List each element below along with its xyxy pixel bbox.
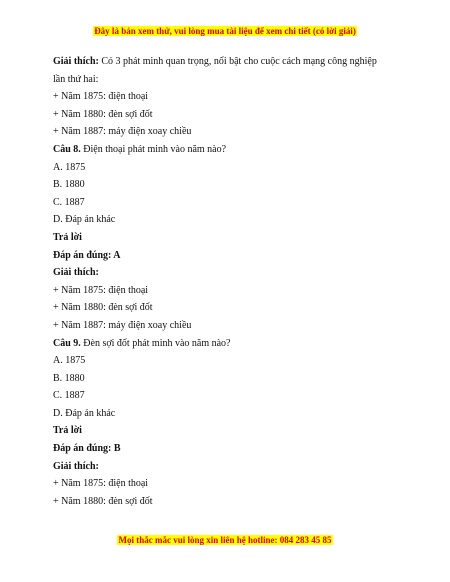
question-9-explanation-item: + Năm 1875: điện thoại	[53, 478, 149, 490]
question-9	[53, 338, 403, 356]
question-9-option-c: C. 1887	[53, 390, 85, 402]
hotline-notice-banner	[0, 535, 450, 546]
question-8-option-a: A. 1875	[53, 161, 86, 173]
question-8-option-b: B. 1880	[53, 179, 85, 191]
question-8	[53, 144, 403, 162]
intro-item: + Năm 1875: điện thoại	[53, 91, 149, 103]
intro-explanation-text: Có 3 phát minh quan trọng, nổi bật cho cuộc cách mạng công nghiệp	[98, 56, 377, 67]
preview-notice-banner	[0, 26, 450, 37]
question-9-explanation-item: + Năm 1880: đèn sợi đốt	[53, 495, 153, 507]
question-8-explanation-item: + Năm 1875: điện thoại	[53, 284, 149, 296]
question-8-explanation-item: + Năm 1887: máy điện xoay chiều	[53, 319, 192, 331]
question-9-option-d: D. Đáp án khác	[53, 407, 116, 419]
question-9-correct-answer: Đáp án đúng: B	[53, 443, 121, 455]
intro-item: + Năm 1880: đèn sợi đốt	[53, 108, 153, 120]
intro-explanation-line-continued: lần thứ hai:	[53, 73, 99, 85]
question-8-option-d: D. Đáp án khác	[53, 214, 116, 226]
hotline-notice-text: Mọi thắc mắc vui lòng xin liên hệ hotline: 084 283 45 85	[118, 535, 332, 545]
question-8-correct-answer: Đáp án đúng: A	[53, 249, 121, 261]
intro-explanation-label: Giải thích:	[53, 56, 99, 67]
document-body	[53, 56, 403, 513]
preview-notice-text: Đây là bản xem thử, vui lòng mua tài liệu để xem chi tiết (có lời giải)	[94, 26, 356, 36]
intro-item: + Năm 1887: máy điện xoay chiều	[53, 126, 192, 138]
question-9-option-a: A. 1875	[53, 355, 86, 367]
question-8-explanation-item: + Năm 1880: đèn sợi đốt	[53, 302, 153, 314]
question-9-text: Đèn sợi đốt phát minh vào năm nào?	[80, 337, 231, 349]
question-9-option-b: B. 1880	[53, 372, 85, 384]
question-9-explanation-label: Giải thích:	[53, 460, 99, 472]
question-8-label: Câu 8.	[53, 143, 81, 155]
intro-explanation-line	[53, 56, 403, 74]
question-8-text: Điện thoại phát minh vào năm nào?	[80, 143, 227, 155]
question-9-answer-heading: Trả lời	[53, 425, 82, 437]
question-8-answer-heading: Trả lời	[53, 231, 82, 243]
question-9-label: Câu 9.	[53, 337, 81, 349]
question-8-option-c: C. 1887	[53, 196, 85, 208]
question-8-explanation-label: Giải thích:	[53, 267, 99, 279]
